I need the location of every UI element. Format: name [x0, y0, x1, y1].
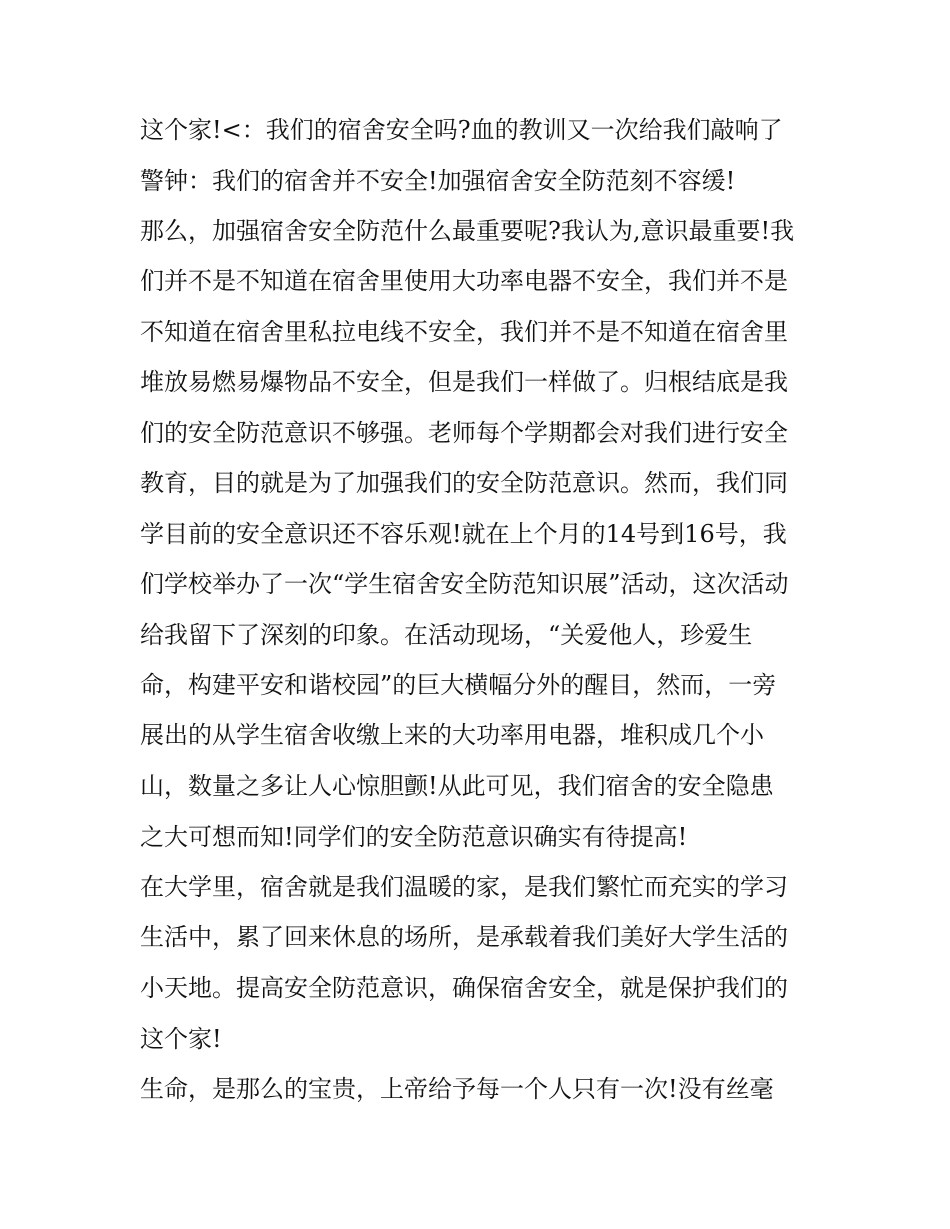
- text-line: 们并不是不知道在宿舍里使用大功率电器不安全，我们并不是: [140, 267, 788, 295]
- text-line: 这个家!: [140, 1025, 222, 1053]
- text-line: 在大学里，宿舍就是我们温暖的家，是我们繁忙而充实的学习: [140, 873, 788, 901]
- text-line: 堆放易燃易爆物品不安全，但是我们一样做了。归根结底是我: [140, 368, 788, 396]
- text-line: 小天地。提高安全防范意识，确保宿舍安全，就是保护我们的: [140, 974, 788, 1002]
- text-line: 之大可想而知!同学们的安全防范意识确实有待提高!: [140, 823, 688, 851]
- text-line: 那么，加强宿舍安全防范什么最重要呢?我认为,意识最重要!我: [140, 217, 795, 245]
- text-line: 学目前的安全意识还不容乐观!就在上个月的14号到16号，我: [140, 520, 787, 548]
- text-line: 生命，是那么的宝贵，上帝给予每一个人只有一次!没有丝毫: [140, 1075, 774, 1103]
- text-line: 教育，目的就是为了加强我们的安全防范意识。然而，我们同: [140, 469, 788, 497]
- text-line: 命，构建平安和谐校园”的巨大横幅分外的醒目，然而，一旁: [140, 671, 777, 699]
- text-line: 这个家!<：我们的宿舍安全吗?血的教训又一次给我们敲响了: [140, 116, 783, 144]
- text-line: 生活中，累了回来休息的场所，是承载着我们美好大学生活的: [140, 923, 788, 951]
- text-line: 山，数量之多让人心惊胆颤!从此可见，我们宿舍的安全隐患: [140, 772, 774, 800]
- text-line: 给我留下了深刻的印象。在活动现场，“关爱他人，珍爱生: [140, 621, 753, 649]
- text-line: 警钟：我们的宿舍并不安全!加强宿舍安全防范刻不容缓!: [140, 167, 736, 195]
- text-line: 展出的从学生宿舍收缴上来的大功率用电器，堆积成几个小: [140, 721, 764, 749]
- text-line: 们的安全防范意识不够强。老师每个学期都会对我们进行安全: [140, 419, 788, 447]
- text-line: 们学校举办了一次“学生宿舍安全防范知识展”活动，这次活动: [140, 570, 789, 598]
- text-line: 不知道在宿舍里私拉电线不安全，我们并不是不知道在宿舍里: [140, 318, 788, 346]
